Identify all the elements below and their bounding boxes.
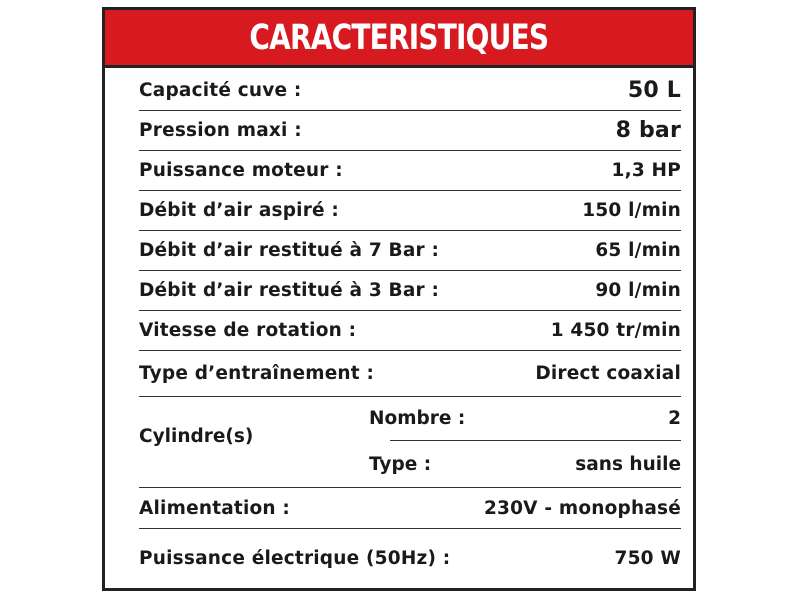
specs-header	[105, 10, 693, 68]
spec-value: 65 l/min	[595, 239, 681, 261]
spec-label: Alimentation :	[139, 497, 291, 519]
spec-value: 1,3 HP	[611, 159, 681, 181]
spec-value: 90 l/min	[595, 279, 681, 301]
cylinders-type-value: sans huile	[575, 453, 681, 475]
cylinders-count-value: 2	[668, 407, 681, 429]
cylinders-divider	[390, 440, 681, 441]
spec-row-drive-type	[139, 350, 681, 397]
cylinders-count-label: Nombre :	[369, 407, 466, 429]
spec-label: Débit d’air restitué à 7 Bar :	[139, 239, 440, 261]
spec-label: Débit d’air restitué à 3 Bar :	[139, 279, 440, 301]
spec-value: 8 bar	[615, 117, 681, 143]
spec-row-pressure	[139, 110, 681, 151]
spec-value: 50 L	[627, 77, 681, 103]
cylinders-type-row	[369, 442, 681, 486]
spec-label: Puissance moteur :	[139, 159, 343, 181]
cylinders-count-row	[369, 396, 681, 440]
spec-value: 1 450 tr/min	[550, 319, 681, 341]
specs-title: CARACTERISTIQUES	[249, 17, 549, 58]
spec-label: Puissance électrique (50Hz) :	[139, 547, 451, 569]
cylinders-type-label: Type :	[369, 453, 432, 475]
specs-card	[102, 7, 696, 591]
spec-row-motor-power	[139, 150, 681, 191]
spec-row-air-output-3bar	[139, 270, 681, 311]
spec-row-capacity	[139, 70, 681, 111]
spec-row-air-intake	[139, 190, 681, 231]
cylinders-label: Cylindre(s)	[139, 425, 254, 447]
spec-label: Vitesse de rotation :	[139, 319, 357, 341]
spec-row-rotation-speed	[139, 310, 681, 351]
spec-label: Débit d’air aspiré :	[139, 199, 340, 221]
spec-value: Direct coaxial	[535, 362, 681, 384]
spec-row-power-supply	[139, 488, 681, 529]
spec-label: Capacité cuve :	[139, 79, 302, 101]
spec-label: Pression maxi :	[139, 119, 302, 141]
spec-value: 750 W	[614, 547, 681, 569]
spec-label: Type d’entraînement :	[139, 362, 375, 384]
spec-value: 150 l/min	[582, 199, 681, 221]
spec-row-air-output-7bar	[139, 230, 681, 271]
spec-value: 230V - monophasé	[483, 497, 681, 519]
spec-row-electric-power	[139, 528, 681, 588]
